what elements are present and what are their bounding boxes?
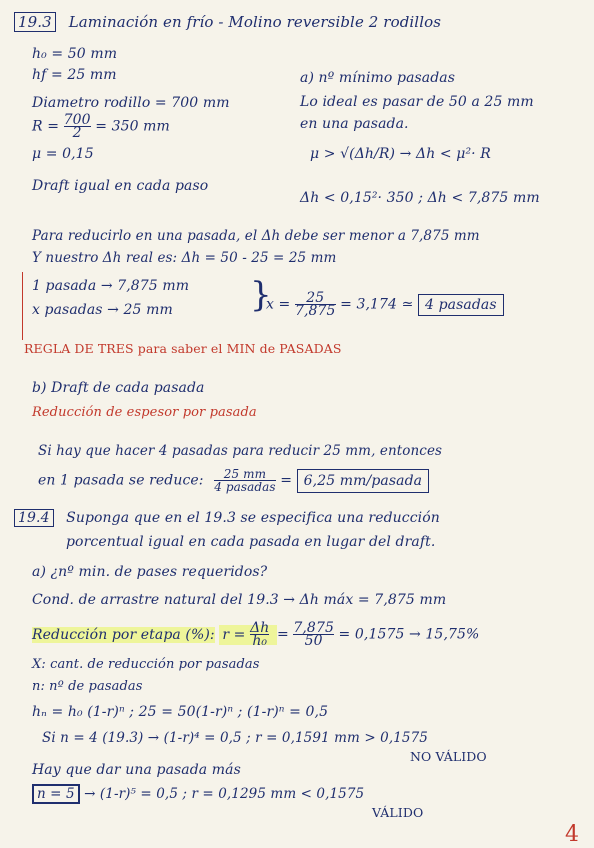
exercise-19-4-line1: Suponga que en el 19.3 se especifica una reducción xyxy=(66,510,440,526)
given-hf: hf = 25 mm xyxy=(32,67,117,83)
ratio-fraction-2 xyxy=(293,622,334,647)
part-b-eq: = xyxy=(280,472,293,489)
radius-lhs: R = xyxy=(32,118,60,135)
rule-row-1: 1 pasada → 7,875 mm xyxy=(32,278,190,294)
part-a-line1: Lo ideal es pasar de 50 a 25 mm xyxy=(300,94,534,110)
reduction-label: Reducción por etapa (%): xyxy=(32,626,215,643)
part-b-line2-text: en 1 pasada se reduce: xyxy=(38,472,204,489)
part-b-result: 6,25 mm/pasada xyxy=(297,469,429,493)
formula: hₙ = h₀ (1-r)ⁿ ; 25 = 50(1-r)ⁿ ; (1-r)ⁿ = 0,5 xyxy=(32,704,329,720)
ratio-fraction-1 xyxy=(250,622,269,647)
reduction-ratio xyxy=(219,620,277,649)
given-diameter: Diametro rodillo = 700 mm xyxy=(32,95,230,111)
part-b-line1: Si hay que hacer 4 pasadas para reducir 25 mm, entonces xyxy=(38,443,443,459)
exercise-19-4-condition: Cond. de arrastre natural del 19.3 → Δh máx = 7,875 mm xyxy=(32,592,447,608)
exercise-19-4-line2: porcentual igual en cada pasada en lugar del draft. xyxy=(66,534,436,550)
reduction-equation xyxy=(32,622,479,647)
reasoning-line1: Para reducirlo en una pasada, el Δh debe ser menor a 7,875 mm xyxy=(32,228,480,244)
part-b-subtitle: Reducción de espesor por pasada xyxy=(32,405,257,420)
rule-note: REGLA DE TRES para saber el MIN de PASADAS xyxy=(24,341,342,356)
part-b-fraction xyxy=(214,468,276,493)
radius-num: 700 xyxy=(63,112,91,128)
valido: VÁLIDO xyxy=(372,805,424,820)
x-result: 4 pasadas xyxy=(418,294,504,316)
ratio-num-2: 7,875 xyxy=(293,620,334,636)
exercise-label: 19.3 xyxy=(14,12,56,32)
page-number: 4 xyxy=(565,822,579,847)
ratio-num-1: Δh xyxy=(250,620,270,636)
exercise-19-4-label: 19.4 xyxy=(14,509,54,527)
given-draft: Draft igual en cada paso xyxy=(32,178,209,194)
definition-n: n: nº de pasadas xyxy=(32,679,143,694)
x-fraction xyxy=(295,292,336,317)
ratio-rhs: = 0,1575 → 15,75% xyxy=(338,626,480,643)
ratio-eq: = xyxy=(276,626,289,643)
definition-x: X: cant. de reducción por pasadas xyxy=(32,657,260,672)
no-valido: NO VÁLIDO xyxy=(410,749,487,764)
rule-of-three-bracket xyxy=(22,272,23,340)
x-rhs: = 3,174 ≃ xyxy=(340,296,414,313)
part-b-line2 xyxy=(38,468,429,493)
ratio-den-2: 50 xyxy=(304,633,323,649)
rule-row-2: x pasadas → 25 mm xyxy=(32,302,173,318)
try-n5: → (1-r)⁵ = 0,5 ; r = 0,1295 mm < 0,1575 xyxy=(84,786,365,802)
ratio-lhs: r = xyxy=(222,626,246,643)
part-b-den: 4 pasadas xyxy=(214,480,276,494)
given-h0: h₀ = 50 mm xyxy=(32,46,118,62)
part-a-condition: μ > √(Δh/R) → Δh < μ²· R xyxy=(310,146,491,162)
part-a-title: a) nº mínimo pasadas xyxy=(300,70,456,86)
try-n4: Si n = 4 (19.3) → (1-r)⁴ = 0,5 ; r = 0,1591 mm > 0,1575 xyxy=(42,730,428,746)
rule-x-equation xyxy=(266,292,504,317)
part-a-calc: Δh < 0,15²· 350 ; Δh < 7,875 mm xyxy=(300,190,540,206)
ratio-den-1: h₀ xyxy=(252,633,268,649)
one-more-pass: Hay que dar una pasada más xyxy=(32,762,241,778)
x-num: 25 xyxy=(295,292,336,305)
radius-fraction xyxy=(64,114,91,139)
part-b-num: 25 mm xyxy=(214,468,276,481)
radius-rhs: = 350 mm xyxy=(95,118,170,135)
exercise-title: Laminación en frío - Molino reversible 2 rodillos xyxy=(68,13,442,31)
try-n5-line xyxy=(32,786,364,803)
radius-den: 2 xyxy=(72,125,82,141)
part-b-title: b) Draft de cada pasada xyxy=(32,380,205,396)
given-radius xyxy=(32,114,170,139)
x-lhs: x = xyxy=(266,296,291,313)
reasoning-line2: Y nuestro Δh real es: Δh = 50 - 25 = 25 mm xyxy=(32,250,337,266)
n5-box: n = 5 xyxy=(32,784,80,804)
x-den: 7,875 xyxy=(294,303,336,319)
exercise-19-4-header xyxy=(14,510,440,527)
given-mu: μ = 0,15 xyxy=(32,146,94,162)
rule-brace: } xyxy=(250,275,272,315)
exercise-19-4-part-a: a) ¿nº min. de pases requeridos? xyxy=(32,564,268,580)
part-a-line2: en una pasada. xyxy=(300,116,409,132)
exercise-19-3-header xyxy=(14,14,441,31)
